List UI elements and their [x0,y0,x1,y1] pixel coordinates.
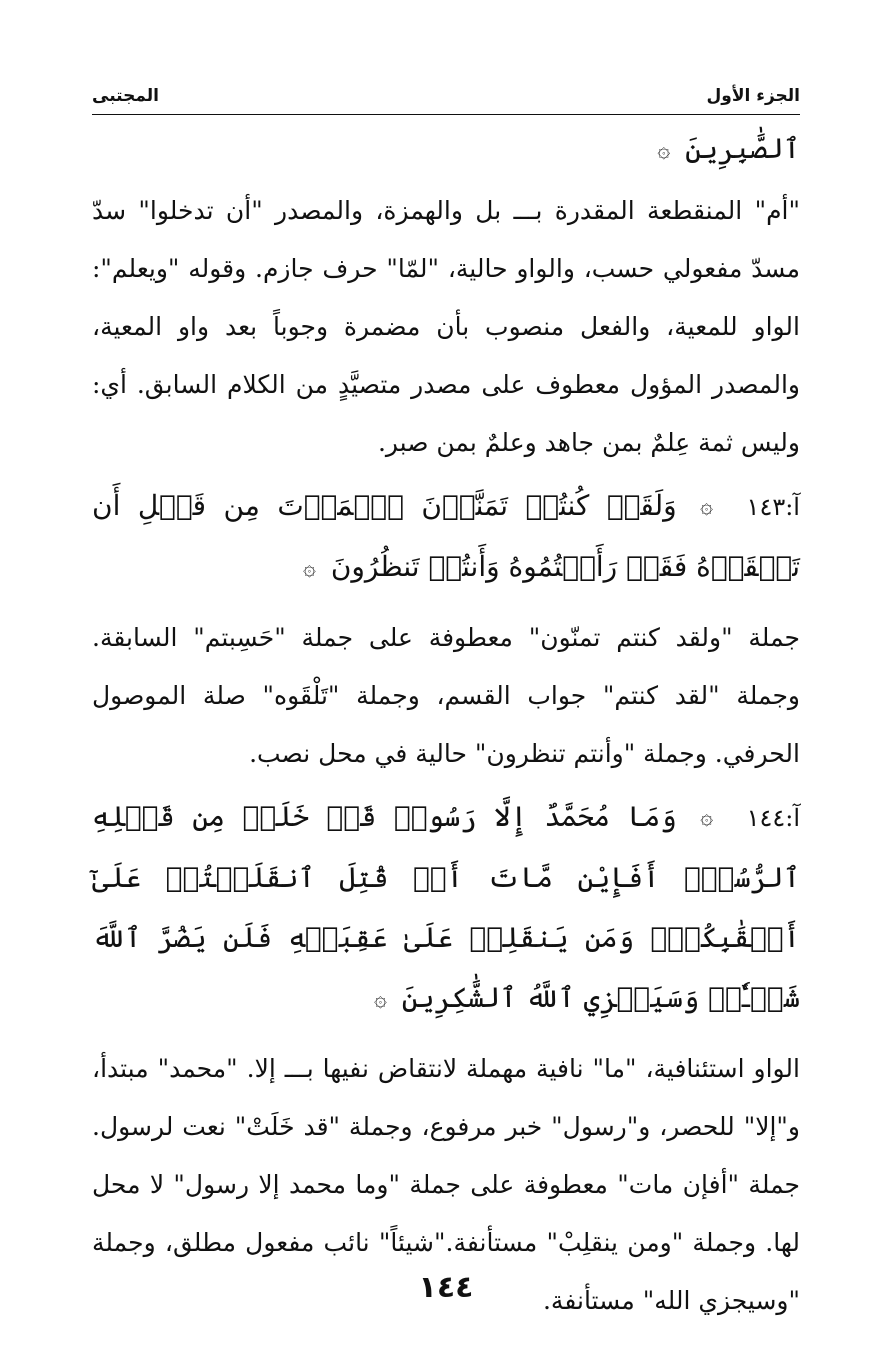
verse-ref-144: آ:١٤٤ [746,803,801,832]
verse-144-text: وَمَا مُحَمَّدٌ إِلَّا رَسُولٞ قَدۡ خَلَتۡ مِن قَبۡلِهِ ٱلرُّسُلُۚ أَفَإِيْن مَّاتَ أَوۡ قُتِلَ ٱنقَلَبۡتُمۡ عَلَىٰٓ أَعۡقَٰبِكُمۡۚ وَمَن يَنقَلِبۡ عَلَىٰ عَقِبَيۡهِ فَلَن يَضُرَّ ٱللَّهَ شَيۡـٔٗاۗ وَسَيَجۡزِي ٱللَّهُ ٱلشَّٰكِرِينَ [92,799,800,1014]
verse-143-text: وَلَقَدۡ كُنتُمۡ تَمَنَّوۡنَ ٱلۡمَوۡتَ مِن قَبۡلِ أَن تَلۡقَوۡهُ فَقَدۡ رَأَيۡتُمُوهُ وَأَنتُمۡ تَنظُرُونَ [92,488,800,583]
paragraph-2: جملة "ولقد كنتم تمنّون" معطوفة على جملة "حَسِبتم" السابقة. وجملة "لقد كنتم" جواب القسم، وجملة "تَلْقَوه" صلة الموصول الحرفي. وجملة "وأنتم تنظرون" حالية في محل نصب. [92,622,800,768]
verse-ending [92,122,800,178]
paragraph-3: الواو استئنافية، "ما" نافية مهملة لانتقاض نفيها بـــ إلا. "محمد" مبتدأ، و"إلا" للحصر، و"رسول" خبر مرفوع، وجملة "قد خَلَتْ" نعت لرسول. جملة "أفإن مات" معطوفة على جملة "وما محمد إلا رسول" لا محل لها. وجملة "ومن ينقلِبْ" مستأنفة."شيئاً" نائب مفعول مطلق، وجملة "وسيجزي الله" مستأنفة. [92,1053,800,1315]
part-label: الجزء الأول [706,86,800,106]
page-body [92,122,800,1330]
verse-end-ornament-icon: ۞ [657,137,671,163]
verse-end-ornament-icon: ۞ [303,555,316,581]
book-title: المجتبى [92,86,159,106]
verse-start-ornament-icon: ۞ [700,805,714,830]
verse-144 [92,787,800,1030]
verse-start-ornament-icon: ۞ [700,494,714,519]
running-header [92,86,800,115]
verse-ending-text: ٱلصَّٰبِرِينَ [685,132,800,165]
paragraph-1: "أم" المنقطعة المقدرة بـــ بل والهمزة، والمصدر "أن تدخلوا" سدّ مسدّ مفعولي حسب، والواو حالية، "لمّا" حرف جازم. وقوله "ويعلم": الواو للمعية، والفعل منصوب بأن مضمرة وجوباً بعد واو المعية، والمصدر المؤول معطوف على مصدر متصيَّدٍ من الكلام السابق. أي: وليس ثمة عِلمٌ بمن جاهد وعلمٌ بمن صبر. [92,195,800,457]
page-number: ١٤٤ [418,1270,474,1305]
verse-ref-143: آ:١٤٣ [746,492,800,521]
verse-end-ornament-icon: ۞ [373,986,387,1012]
verse-143 [92,476,800,599]
